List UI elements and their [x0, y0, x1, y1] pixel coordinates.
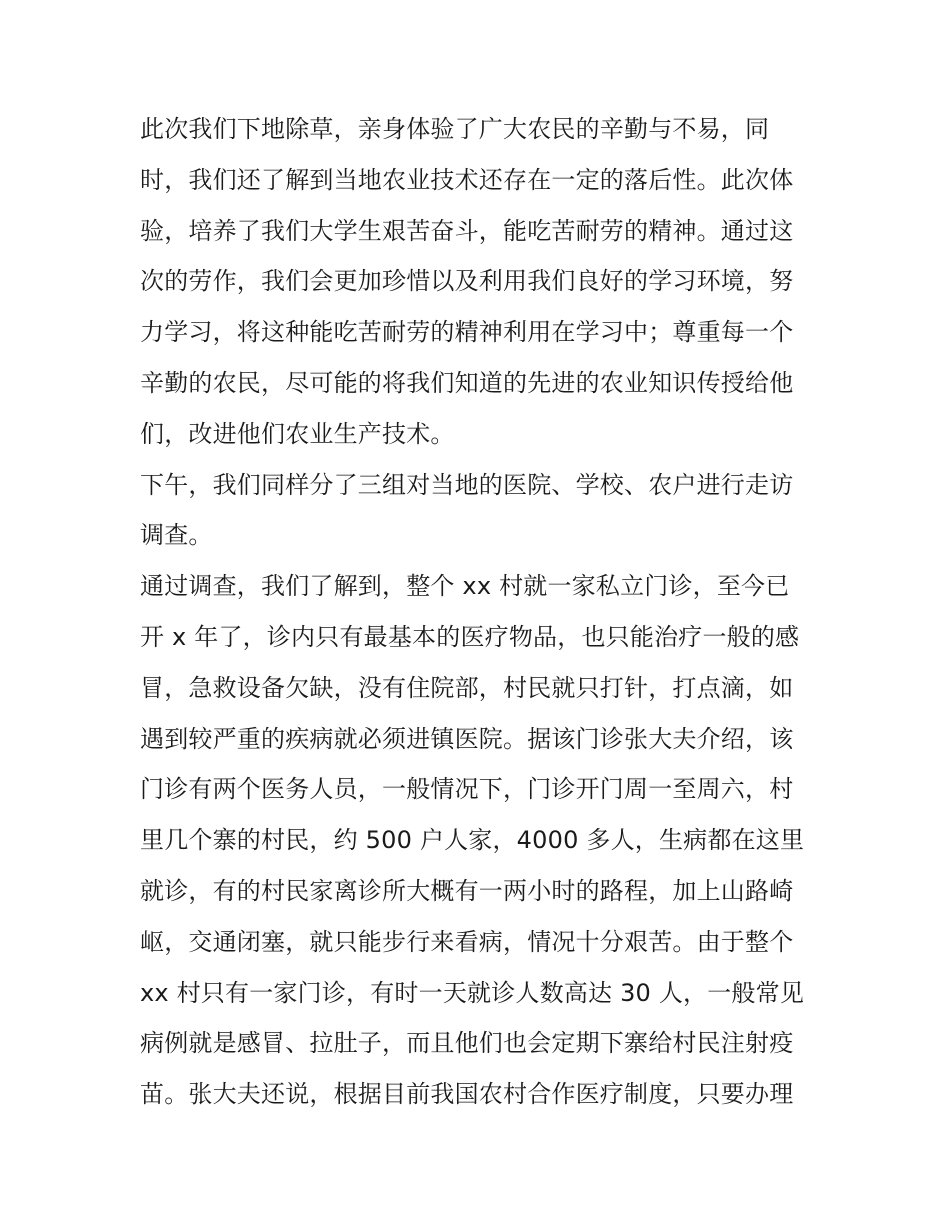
text-line: 力学习，将这种能吃苦耐劳的精神利用在学习中；尊重每一个 — [140, 318, 794, 347]
text-line: 遇到较严重的疾病就必须进镇医院。据该门诊张大夫介绍，该 — [140, 724, 794, 753]
text-line: 里几个寨的村民，约 500 户人家，4000 多人，生病都在这里 — [140, 826, 805, 855]
text-line: xx 村只有一家门诊，有时一天就诊人数高达 30 人，一般常见 — [140, 978, 805, 1007]
text-line: 们，改进他们农业生产技术。 — [140, 419, 455, 448]
body-text — [140, 104, 812, 1120]
text-line: 门诊有两个医务人员，一般情况下，门诊开门周一至周六，村 — [140, 775, 794, 804]
text-line: 下午，我们同样分了三组对当地的医院、学校、农户进行走访 — [140, 470, 794, 499]
text-line: 时，我们还了解到当地农业技术还存在一定的落后性。此次体 — [140, 165, 794, 194]
text-line: 此次我们下地除草，亲身体验了广大农民的辛勤与不易，同 — [140, 115, 770, 143]
text-line: 就诊，有的村民家离诊所大概有一两小时的路程，加上山路崎 — [140, 876, 794, 905]
text-line: 通过调查，我们了解到，整个 xx 村就一家私立门诊，至今已 — [140, 572, 790, 601]
text-line: 验，培养了我们大学生艰苦奋斗，能吃苦耐劳的精神。通过这 — [140, 216, 794, 245]
text-line: 次的劳作，我们会更加珍惜以及利用我们良好的学习环境，努 — [140, 267, 794, 296]
text-line: 岖，交通闭塞，就只能步行来看病，情况十分艰苦。由于整个 — [140, 927, 794, 956]
text-line: 辛勤的农民，尽可能的将我们知道的先进的农业知识传授给他 — [140, 368, 794, 397]
text-line: 调查。 — [140, 521, 213, 550]
text-line: 苗。张大夫还说，根据目前我国农村合作医疗制度，只要办理 — [140, 1080, 794, 1109]
text-line: 开 x 年了，诊内只有最基本的医疗物品，也只能治疗一般的感 — [140, 622, 800, 651]
text-line: 病例就是感冒、拉肚子，而且他们也会定期下寨给村民注射疫 — [140, 1029, 794, 1058]
text-line: 冒，急救设备欠缺，没有住院部，村民就只打针，打点滴，如 — [140, 673, 794, 702]
